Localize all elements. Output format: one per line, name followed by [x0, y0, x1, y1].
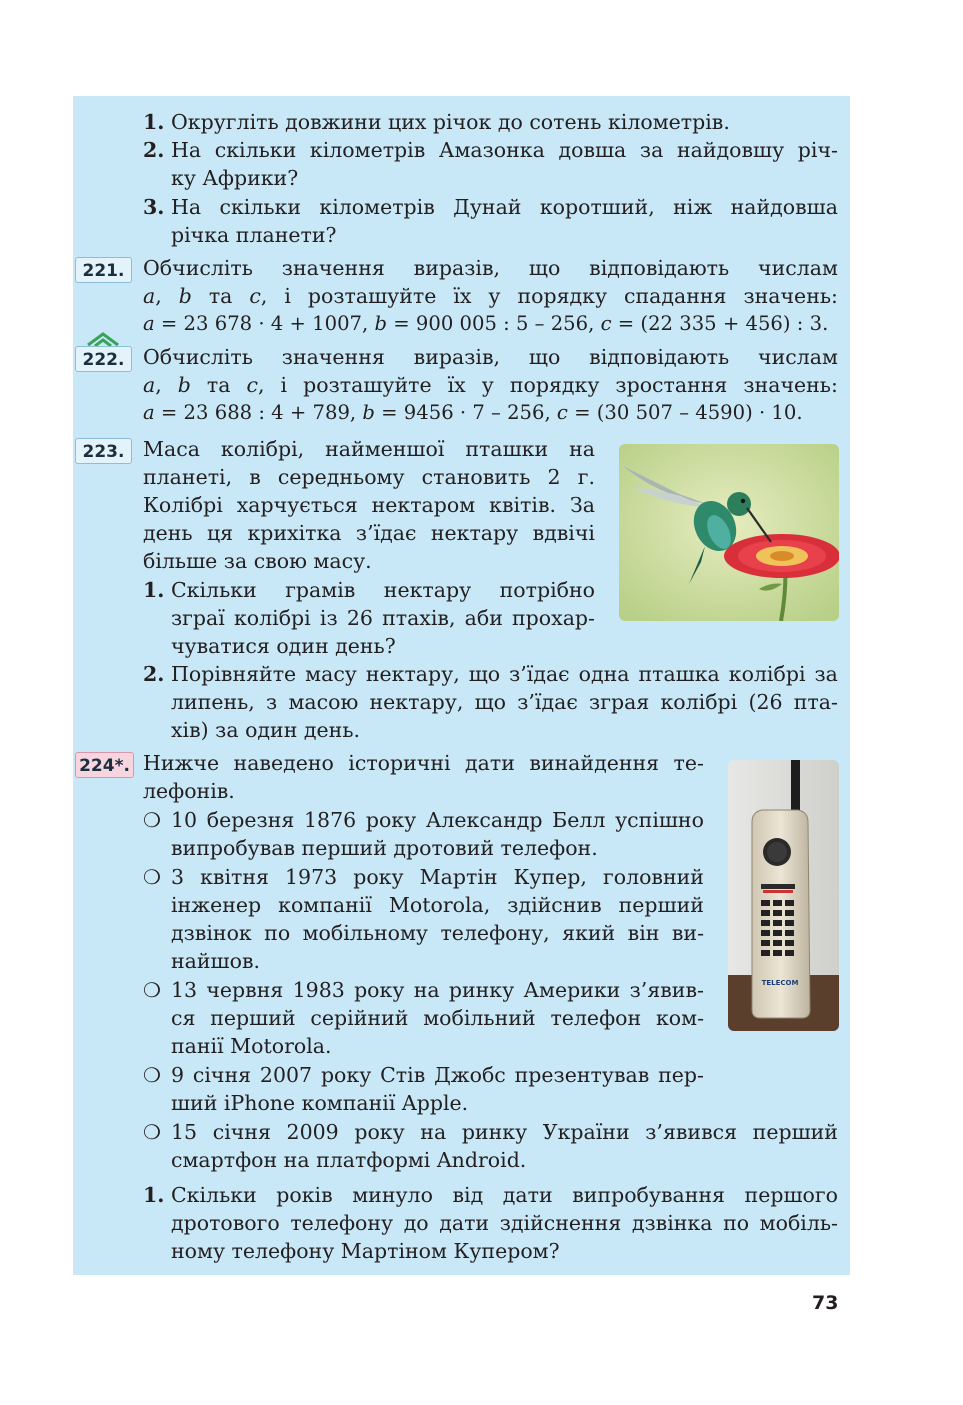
word: перший [752, 1120, 838, 1144]
word: і [280, 373, 288, 397]
fact-4-line-1 [171, 1061, 704, 1089]
word: Скільки [171, 578, 257, 602]
word: року [365, 808, 417, 832]
word: історичні [348, 751, 451, 775]
word: 1876 [303, 808, 357, 832]
word: масу [305, 662, 357, 686]
word: масою [288, 690, 359, 714]
word: річ- [797, 138, 838, 162]
word: найменшої [325, 437, 445, 461]
word: їх [453, 284, 472, 308]
word: ринку [448, 978, 515, 1002]
word: нектару [383, 578, 472, 602]
fact-3-line-1 [171, 976, 704, 1004]
fact-5-line-2: смартфон на платформі Android. [171, 1148, 527, 1172]
word: випробування [572, 1183, 725, 1207]
word: ця [206, 521, 234, 545]
word: року [354, 1120, 405, 1144]
task-222-line-3: a = 23 688 : 4 + 789, b = 9456 · 7 – 256, c = (30 507 – 4590) · 10. [143, 401, 803, 424]
word: те- [673, 751, 704, 775]
word: розташуйте [303, 373, 432, 397]
word: Стів [380, 1063, 426, 1087]
word: зграя [589, 690, 650, 714]
word: колібрі [728, 662, 806, 686]
word: що [468, 662, 501, 686]
bullet-icon: ❍ [143, 808, 161, 832]
task-224-intro-line-1 [143, 749, 704, 777]
word: скільки [214, 138, 297, 162]
word: 9 [171, 1063, 185, 1087]
word: серійний [310, 1006, 409, 1030]
word: найдовша [730, 195, 838, 219]
word: дати [439, 1211, 490, 1235]
word: порядку [517, 284, 608, 308]
word: ви- [671, 921, 704, 945]
word: зростання [615, 373, 728, 397]
task-223-q2-line-1 [171, 660, 838, 688]
q2-line-2: ку Африки? [171, 166, 299, 190]
word: потрібно [499, 578, 595, 602]
word: з’їдає [517, 690, 578, 714]
word: мобільному [302, 921, 428, 945]
word: Белл [552, 808, 606, 832]
task-224-intro-line-2: лефонів. [143, 779, 235, 803]
word: за [639, 138, 664, 162]
word: a, [143, 373, 162, 397]
word: значення [281, 345, 385, 369]
word: з’явився [645, 1120, 738, 1144]
task-223-q1-number: 1. [143, 578, 165, 602]
task-222-badge: 222. [75, 346, 132, 372]
word: 2009 [286, 1120, 339, 1144]
word: телефону, [440, 921, 550, 945]
word: телефону [290, 1211, 394, 1235]
word: На [171, 195, 202, 219]
word: Нижче [143, 751, 220, 775]
word: січня [192, 1063, 252, 1087]
word: 1983 [292, 978, 345, 1002]
word: пташки [465, 437, 549, 461]
word: b [178, 284, 192, 308]
task-221-badge: 221. [75, 257, 132, 283]
word: a, [143, 284, 162, 308]
word: c, [249, 284, 268, 308]
word: Америки [523, 978, 621, 1002]
word: Амазонка [438, 138, 545, 162]
task-223-badge: 223. [75, 438, 132, 464]
fact-2-line-1 [171, 863, 704, 891]
word: Мартін [419, 865, 498, 889]
fact-5-line-1 [171, 1118, 838, 1146]
bullet-icon: ❍ [143, 1120, 161, 1144]
word: 15 [171, 1120, 198, 1144]
word: років [276, 1183, 333, 1207]
word: січня [212, 1120, 271, 1144]
word: від [452, 1183, 484, 1207]
word: За [569, 493, 595, 517]
word: значень: [743, 284, 838, 308]
word: квітня [200, 865, 269, 889]
mobile-phone-image [728, 760, 839, 1031]
word: Motorola, [388, 893, 491, 917]
task-223-q1-line-3: чуватися один день? [171, 634, 396, 658]
word: вдвічі [532, 521, 595, 545]
word: дротового [171, 1211, 280, 1235]
word: їх [447, 373, 466, 397]
word: 2 [547, 465, 561, 489]
word: відповідають [589, 345, 730, 369]
word: липень, [171, 690, 255, 714]
task-223-line-1 [143, 435, 595, 463]
word: 3 [171, 865, 185, 889]
word: колібрі [233, 606, 311, 630]
word: на [569, 437, 595, 461]
word: Обчисліть [143, 345, 253, 369]
word: числам [758, 345, 838, 369]
word: найдовшу [676, 138, 785, 162]
word: за [814, 662, 838, 686]
word: 13 [171, 978, 198, 1002]
task-224-q1-line-1 [171, 1181, 838, 1209]
fact-4-line-2: ший iPhone компанії Apple. [171, 1091, 469, 1115]
word: кілометрів [319, 195, 435, 219]
task-224-q1-number: 1. [143, 1183, 165, 1207]
fact-2-line-2 [171, 891, 704, 919]
word: на [413, 978, 440, 1002]
word: На [171, 138, 202, 162]
word: відповідають [589, 256, 730, 280]
fact-2-line-4: найшов. [171, 949, 261, 973]
word: першого [744, 1183, 838, 1207]
word: крихітка [247, 521, 342, 545]
word: 2007 [259, 1063, 313, 1087]
word: c, [246, 373, 265, 397]
fact-1-line-1 [171, 806, 704, 834]
word: прохар- [512, 606, 595, 630]
word: мобільний [423, 1006, 536, 1030]
q1-text: Округліть довжини цих річок до сотень кілометрів. [171, 110, 730, 134]
q2-number: 2. [143, 138, 165, 162]
word: пер- [658, 1063, 704, 1087]
word: з [266, 690, 278, 714]
word: дзвінка [631, 1211, 713, 1235]
fact-3-line-3: панії Motorola. [171, 1034, 332, 1058]
bullet-icon: ❍ [143, 978, 161, 1002]
word: компанії [278, 893, 372, 917]
word: у [481, 373, 494, 397]
word: день [143, 521, 193, 545]
word: дати [465, 751, 515, 775]
q3-number: 3. [143, 195, 165, 219]
word: Александр [425, 808, 543, 832]
word: він [627, 921, 660, 945]
word: виразів, [413, 256, 501, 280]
word: нектаром [371, 493, 476, 517]
word: успішно [615, 808, 704, 832]
fact-1-line-2: випробував перший дротовий телефон. [171, 836, 598, 860]
word: b [177, 373, 191, 397]
word: який [562, 921, 616, 945]
word: ніж [673, 195, 713, 219]
word: з’явив- [629, 978, 704, 1002]
word: Джобс [434, 1063, 506, 1087]
page-number: 73 [812, 1292, 839, 1314]
task-224-badge: 224*. [75, 752, 134, 778]
word: червня [206, 978, 284, 1002]
word: нектару, [365, 662, 460, 686]
task-221-line-1 [143, 254, 838, 282]
q3-line-2: річка планети? [171, 223, 337, 247]
word: довша [558, 138, 627, 162]
word: України [542, 1120, 630, 1144]
word: березня [206, 808, 295, 832]
word: здійснення [499, 1211, 622, 1235]
word: аби [464, 606, 503, 630]
word: головний [602, 865, 704, 889]
word: г. [577, 465, 595, 489]
word: Колібрі [143, 493, 223, 517]
word: грамів [285, 578, 356, 602]
word: року [320, 1063, 372, 1087]
word: одна [578, 662, 630, 686]
word: спадання [623, 284, 727, 308]
task-222-line-1 [143, 343, 838, 371]
word: винайдення [529, 751, 660, 775]
word: Порівняйте [171, 662, 297, 686]
word: по [264, 921, 291, 945]
word: Дунай [453, 195, 522, 219]
word: нектару, [369, 690, 464, 714]
word: минуло [352, 1183, 433, 1207]
word: коротший, [539, 195, 655, 219]
word: значень: [743, 373, 838, 397]
word: телефон [550, 1006, 642, 1030]
word: здійснив [507, 893, 602, 917]
fact-2-line-3 [171, 919, 704, 947]
task-221-line-3: a = 23 678 · 4 + 1007, b = 900 005 : 5 – 256, c = (22 335 + 456) : 3. [143, 312, 829, 335]
word: до [403, 1211, 429, 1235]
word: презентував [514, 1063, 650, 1087]
word: скільки [219, 195, 302, 219]
word: пташка [638, 662, 720, 686]
word: мобіль- [759, 1211, 838, 1235]
word: пта- [793, 690, 838, 714]
word: порядку [509, 373, 600, 397]
word: 1973 [285, 865, 338, 889]
word: числам [758, 256, 838, 280]
word: Маса [143, 437, 200, 461]
word: колібрі, [220, 437, 305, 461]
word: виразів, [413, 345, 501, 369]
task-223-line-2 [143, 463, 595, 491]
task-223-q2-number: 2. [143, 662, 165, 686]
fact-3-line-2 [171, 1004, 704, 1032]
word: дати [502, 1183, 553, 1207]
word: ся [171, 1006, 196, 1030]
word: в [249, 465, 261, 489]
word: та [206, 373, 231, 397]
word: нектару [430, 521, 519, 545]
task-223-line-5: більше за свою масу. [143, 549, 372, 573]
word: перший [210, 1006, 296, 1030]
word: по [723, 1211, 750, 1235]
word: із [319, 606, 338, 630]
word: і [284, 284, 291, 308]
word: інженер [171, 893, 262, 917]
task-222-line-2 [143, 371, 838, 399]
word: що [528, 256, 561, 280]
word: Купер, [513, 865, 587, 889]
task-224-q1-line-2 [171, 1209, 838, 1237]
phone-brand-label: TELECOM [761, 979, 799, 987]
task-224-q1-line-3: ному телефону Мартіном Купером? [171, 1239, 560, 1263]
q3-line-1 [171, 193, 838, 221]
word: у [488, 284, 501, 308]
word: з’їдає [355, 521, 417, 545]
word: Обчисліть [143, 256, 253, 280]
word: харчується [236, 493, 358, 517]
task-221-line-2 [143, 282, 838, 310]
word: з’їдає [509, 662, 570, 686]
word: перший [618, 893, 704, 917]
word: становить [421, 465, 531, 489]
task-223-line-4 [143, 519, 595, 547]
word: що [528, 345, 561, 369]
bullet-icon: ❍ [143, 865, 161, 889]
word: середньому [277, 465, 405, 489]
word: 26 [346, 606, 373, 630]
task-223-line-3 [143, 491, 595, 519]
word: (26 [748, 690, 783, 714]
word: що [474, 690, 507, 714]
word: Скільки [171, 1183, 257, 1207]
task-223-q2-line-3: хів) за один день. [171, 718, 360, 742]
q2-line-1 [171, 136, 838, 164]
word: та [208, 284, 233, 308]
house-icon [86, 331, 120, 347]
word: планеті, [143, 465, 233, 489]
word: птахів, [382, 606, 456, 630]
word: року [353, 865, 404, 889]
word: наведено [233, 751, 334, 775]
word: дзвінок [171, 921, 252, 945]
q1-number: 1. [143, 110, 165, 134]
task-223-q2-line-2 [171, 688, 838, 716]
hummingbird-image [619, 444, 839, 621]
word: розташуйте [307, 284, 437, 308]
word: на [420, 1120, 447, 1144]
task-223-q1-line-2 [171, 604, 595, 632]
word: квітів. [489, 493, 557, 517]
word: 10 [171, 808, 198, 832]
word: ринку [461, 1120, 528, 1144]
word: значення [281, 256, 385, 280]
word: ком- [655, 1006, 704, 1030]
task-223-q1-line-1 [171, 576, 595, 604]
word: колібрі [660, 690, 738, 714]
bullet-icon: ❍ [143, 1063, 161, 1087]
word: року [354, 978, 405, 1002]
word: зграї [171, 606, 225, 630]
word: кілометрів [309, 138, 426, 162]
